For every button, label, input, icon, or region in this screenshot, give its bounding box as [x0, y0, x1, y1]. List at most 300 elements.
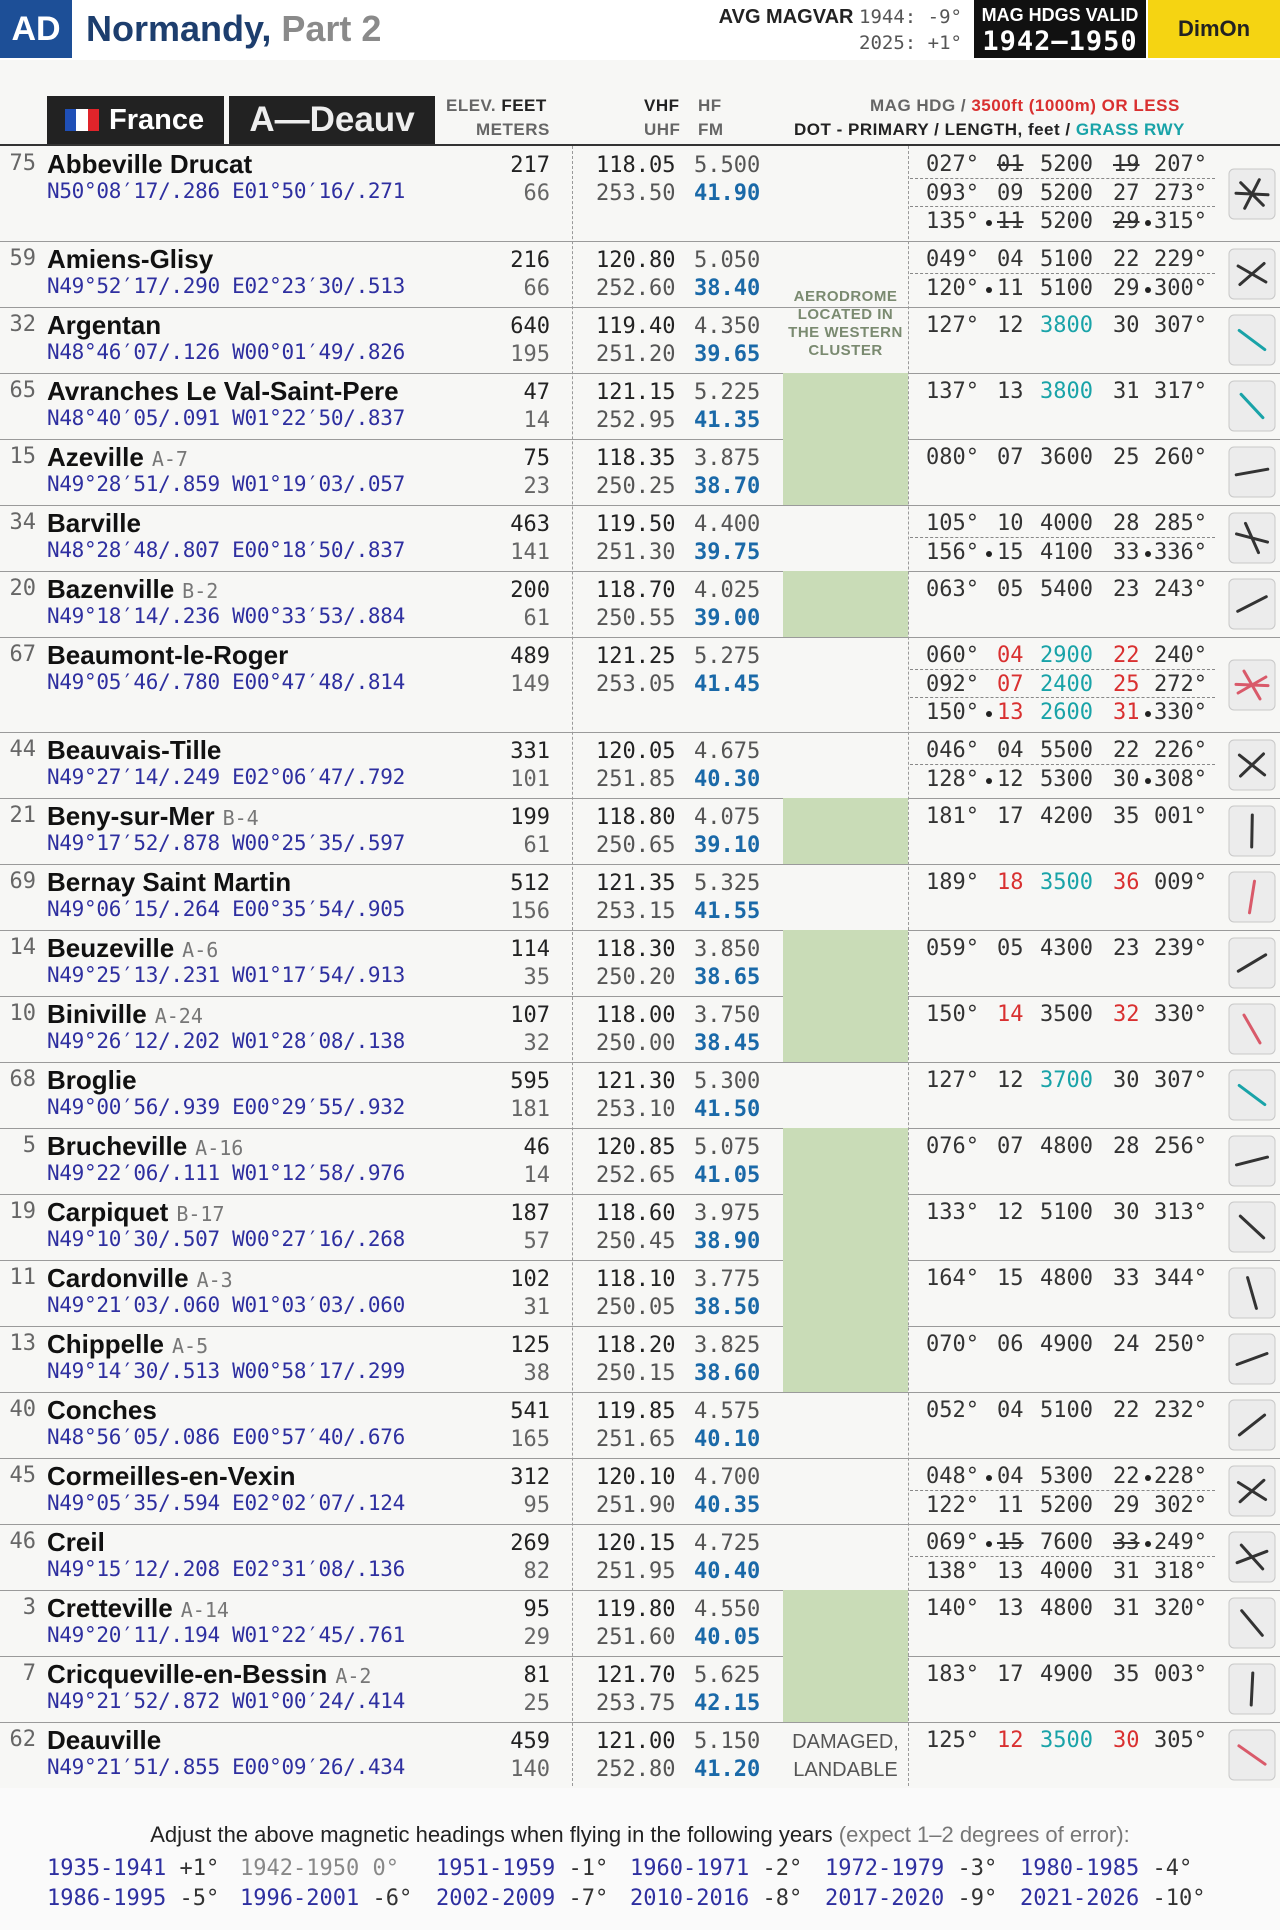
year-offset-entry — [240, 1856, 399, 1881]
runway-designator: 11 — [997, 276, 1024, 301]
runway-heading-reciprocal: 228° — [1154, 1464, 1207, 1489]
elevation-feet: 95 — [523, 1597, 550, 1622]
runway-heading-reciprocal: 317° — [1154, 379, 1207, 404]
cluster-note-line: CLUSTER — [808, 342, 883, 359]
vhf-freq: 121.70 — [596, 1663, 676, 1688]
airfield-row[interactable] — [0, 1458, 1280, 1525]
hf-freq: 3.875 — [694, 446, 761, 471]
runway-heading-reciprocal: 229° — [1154, 247, 1207, 272]
year-offset-entry — [825, 1856, 997, 1881]
airfield-name-text: Deauville — [47, 1725, 162, 1755]
runway-heading-reciprocal: 285° — [1154, 511, 1207, 536]
airfield-coordinates: N49°21′51/.855 E00°09′26/.434 — [47, 1755, 405, 1779]
runway-designator-reciprocal: 33 — [1113, 1266, 1140, 1291]
airfield-row[interactable] — [0, 571, 1280, 638]
primary-dot-icon — [986, 1475, 992, 1481]
brucheville-runway-icon — [1228, 1135, 1276, 1187]
runway-designator: 04 — [997, 1398, 1024, 1423]
vhf-freq: 120.80 — [596, 248, 676, 273]
year-range: 1942-1950 — [240, 1856, 373, 1881]
runway-length: 5500 — [1040, 738, 1093, 763]
airfield-coordinates: N49°25′13/.231 W01°17′54/.913 — [47, 963, 405, 987]
primary-dot-icon — [1145, 220, 1151, 226]
elevation-feet: 107 — [510, 1003, 550, 1028]
airfield-coordinates: N49°21′52/.872 W01°00′24/.414 — [47, 1689, 405, 1713]
runway-line — [910, 802, 1215, 830]
airfield-number: 20 — [9, 576, 36, 601]
runway-designator-reciprocal: 32 — [1113, 1002, 1140, 1027]
airfield-name — [47, 1197, 225, 1228]
runway-line — [910, 150, 1215, 178]
tab-country[interactable] — [47, 96, 224, 144]
runway-designator: 05 — [997, 936, 1024, 961]
uhf-freq: 250.00 — [596, 1031, 676, 1056]
runway-designator-reciprocal: 25 — [1113, 672, 1140, 697]
runway-heading: 181° — [926, 804, 979, 829]
fm-freq: 38.70 — [694, 474, 761, 499]
fm-freq: 39.10 — [694, 833, 761, 858]
airfield-name-text: Beny-sur-Mer — [47, 801, 215, 831]
header-uhf: UHF — [644, 120, 681, 139]
beny-runway-icon — [1228, 805, 1276, 857]
cluster-shading — [783, 1326, 908, 1392]
airfield-name-text: Beauvais-Tille — [47, 735, 222, 765]
status-note-line: DAMAGED, — [792, 1731, 899, 1753]
airfield-name — [47, 867, 291, 898]
vhf-freq: 118.60 — [596, 1201, 676, 1226]
airfield-row[interactable] — [0, 798, 1280, 865]
runway-designator: 17 — [997, 1662, 1024, 1687]
creil-runway-icon — [1228, 1531, 1276, 1583]
runway-heading-reciprocal: 300° — [1154, 276, 1207, 301]
elevation-meters: 14 — [523, 1163, 550, 1188]
runway-designator-reciprocal: 31 — [1113, 1596, 1140, 1621]
header-dot-primary: DOT - PRIMARY / LENGTH, feet / — [794, 120, 1071, 139]
airfield-row[interactable] — [0, 930, 1280, 997]
runway-designator-reciprocal: 19 — [1113, 152, 1140, 177]
airfield-number: 46 — [9, 1529, 36, 1554]
runway-line — [910, 1396, 1215, 1424]
runway-designator-reciprocal: 35 — [1113, 804, 1140, 829]
vhf-freq: 118.00 — [596, 1003, 676, 1028]
airfield-number: 34 — [9, 510, 36, 535]
airfield-row[interactable] — [0, 1392, 1280, 1459]
primary-dot-icon — [1145, 551, 1151, 557]
airfield-coordinates: N48°56′05/.086 E00°57′40/.676 — [47, 1425, 405, 1449]
airfield-number: 67 — [9, 642, 36, 667]
runway-length: 5100 — [1040, 1200, 1093, 1225]
airfield-name — [47, 508, 141, 539]
airfield-name — [47, 801, 259, 832]
elevation-meters: 31 — [523, 1295, 550, 1320]
runway-designator-reciprocal: 23 — [1113, 577, 1140, 602]
runway-heading: 027° — [926, 152, 979, 177]
runway-heading-reciprocal: 308° — [1154, 767, 1207, 792]
runway-heading-reciprocal: 305° — [1154, 1728, 1207, 1753]
runway-length: 5200 — [1040, 181, 1093, 206]
year-offset-value: -5° — [179, 1886, 220, 1911]
cluster-shading — [783, 930, 908, 996]
runway-heading: 049° — [926, 247, 979, 272]
runway-designator: 15 — [997, 1530, 1024, 1555]
airfield-row[interactable] — [0, 307, 1280, 374]
runway-heading: 135° — [926, 209, 979, 234]
elevation-meters: 38 — [523, 1361, 550, 1386]
runway-designator-reciprocal: 36 — [1113, 870, 1140, 895]
runway-designator-reciprocal: 23 — [1113, 936, 1140, 961]
uhf-freq: 251.20 — [596, 342, 676, 367]
vhf-freq: 118.30 — [596, 937, 676, 962]
runway-length: 4100 — [1040, 540, 1093, 565]
year-offset-entry — [630, 1856, 802, 1881]
runway-heading: 183° — [926, 1662, 979, 1687]
airfield-name-text: Carpiquet — [47, 1197, 169, 1227]
vhf-freq: 118.80 — [596, 805, 676, 830]
airfield-row[interactable] — [0, 1128, 1280, 1195]
elevation-meters: 32 — [523, 1031, 550, 1056]
uhf-freq: 250.15 — [596, 1361, 676, 1386]
header-elev — [446, 96, 547, 116]
uhf-freq: 253.75 — [596, 1691, 676, 1716]
elevation-feet: 489 — [510, 644, 550, 669]
elevation-feet: 199 — [510, 805, 550, 830]
runway-length: 4800 — [1040, 1266, 1093, 1291]
runway-line — [910, 1330, 1215, 1358]
uhf-freq: 251.85 — [596, 767, 676, 792]
airfield-row[interactable] — [0, 1326, 1280, 1393]
runway-line — [910, 1198, 1215, 1226]
airfield-row[interactable] — [0, 146, 1280, 242]
runway-heading-reciprocal: 250° — [1154, 1332, 1207, 1357]
airfield-coordinates: N49°05′35/.594 E02°02′07/.124 — [47, 1491, 405, 1515]
argentan-runway-icon — [1228, 314, 1276, 366]
airfield-row[interactable] — [0, 1524, 1280, 1591]
tab-alpha-range[interactable]: A—Deauv — [229, 96, 435, 144]
hf-freq: 5.050 — [694, 248, 761, 273]
cluster-note-line: LOCATED IN — [797, 306, 894, 323]
airfield-name-text: Chippelle — [47, 1329, 165, 1359]
runway-length: 3500 — [1040, 870, 1093, 895]
airfield-coordinates: N48°28′48/.807 E00°18′50/.837 — [47, 538, 405, 562]
airfield-row[interactable] — [0, 1260, 1280, 1327]
runway-heading-reciprocal: 315° — [1154, 209, 1207, 234]
vhf-freq: 120.05 — [596, 739, 676, 764]
column-divider — [572, 146, 573, 1786]
runway-heading-reciprocal: 249° — [1154, 1530, 1207, 1555]
airfield-row[interactable] — [0, 1656, 1280, 1723]
vhf-freq: 118.70 — [596, 578, 676, 603]
vhf-freq: 120.15 — [596, 1531, 676, 1556]
elevation-meters: 25 — [523, 1691, 550, 1716]
runway-line — [910, 934, 1215, 962]
dim-toggle-button[interactable]: DimOn — [1148, 0, 1280, 58]
airfield-code: A-16 — [195, 1136, 244, 1160]
runway-line — [910, 1556, 1215, 1585]
vhf-freq: 121.00 — [596, 1729, 676, 1754]
airfield-coordinates: N49°27′14/.249 E02°06′47/.792 — [47, 765, 405, 789]
airfield-number: 3 — [22, 1595, 36, 1620]
elevation-meters: 181 — [510, 1097, 550, 1122]
runway-line — [910, 273, 1215, 302]
elevation-feet: 331 — [510, 739, 550, 764]
elevation-feet: 640 — [510, 314, 550, 339]
elevation-meters: 61 — [523, 606, 550, 631]
vhf-freq: 119.40 — [596, 314, 676, 339]
uhf-freq: 252.80 — [596, 1757, 676, 1782]
airfield-code: A-2 — [335, 1664, 372, 1688]
airfield-coordinates: N49°21′03/.060 W01°03′03/.060 — [47, 1293, 405, 1317]
airfield-name — [47, 149, 252, 180]
uhf-freq: 253.10 — [596, 1097, 676, 1122]
year-offset-entry — [436, 1856, 608, 1881]
runway-designator-reciprocal: 29 — [1113, 276, 1140, 301]
fm-freq: 38.50 — [694, 1295, 761, 1320]
cardonville-runway-icon — [1228, 1267, 1276, 1319]
runway-designator: 06 — [997, 1332, 1024, 1357]
runway-heading: 133° — [926, 1200, 979, 1225]
elevation-meters: 149 — [510, 672, 550, 697]
fm-freq: 40.35 — [694, 1493, 761, 1518]
runway-line — [910, 697, 1215, 726]
cluster-shading — [783, 996, 908, 1062]
airfield-name-text: Beaumont-le-Roger — [47, 640, 289, 670]
runway-heading-reciprocal: 318° — [1154, 1559, 1207, 1584]
runway-designator-reciprocal: 33 — [1113, 540, 1140, 565]
western-cluster-note — [783, 288, 908, 360]
airfield-coordinates: N49°10′30/.507 W00°27′16/.268 — [47, 1227, 405, 1251]
runway-line — [910, 1594, 1215, 1622]
carpiquet-runway-icon — [1228, 1201, 1276, 1253]
runway-heading: 080° — [926, 445, 979, 470]
airfield-name — [47, 1593, 229, 1624]
airfield-row[interactable] — [0, 1722, 1280, 1789]
airfield-name-text: Bazenville — [47, 574, 175, 604]
airfield-row[interactable] — [0, 864, 1280, 931]
vhf-freq: 119.85 — [596, 1399, 676, 1424]
hf-freq: 3.850 — [694, 937, 761, 962]
runway-length: 5200 — [1040, 1493, 1093, 1518]
year-range: 1996-2001 — [240, 1886, 373, 1911]
year-offset-value: -2° — [762, 1856, 803, 1881]
airfield-name-text: Broglie — [47, 1065, 137, 1095]
airfield-name — [47, 1329, 208, 1360]
uhf-freq: 250.25 — [596, 474, 676, 499]
airfield-name-text: Cormeilles-en-Vexin — [47, 1461, 296, 1491]
airfield-coordinates: N48°46′07/.126 W00°01′49/.826 — [47, 340, 405, 364]
primary-dot-icon — [1145, 287, 1151, 293]
runway-designator-reciprocal: 31 — [1113, 379, 1140, 404]
runway-heading-reciprocal: 302° — [1154, 1493, 1207, 1518]
header-fm: FM — [698, 120, 724, 139]
uhf-freq: 251.90 — [596, 1493, 676, 1518]
elevation-feet: 125 — [510, 1333, 550, 1358]
year-offset-entry — [240, 1886, 412, 1911]
elevation-feet: 114 — [510, 937, 550, 962]
runway-designator: 01 — [997, 152, 1024, 177]
primary-dot-icon — [1145, 1475, 1151, 1481]
runway-line — [910, 245, 1215, 273]
runway-designator-reciprocal: 22 — [1113, 247, 1140, 272]
airfield-row[interactable] — [0, 439, 1280, 506]
runway-heading: 150° — [926, 1002, 979, 1027]
runway-heading-reciprocal: 232° — [1154, 1398, 1207, 1423]
airfield-number: 19 — [9, 1199, 36, 1224]
year-offset-entry — [47, 1856, 219, 1881]
hf-freq: 5.500 — [694, 153, 761, 178]
airfield-code: A-14 — [180, 1598, 229, 1622]
runway-line — [910, 1264, 1215, 1292]
cluster-shading — [783, 1128, 908, 1194]
fm-freq: 38.45 — [694, 1031, 761, 1056]
year-offset-value: -7° — [568, 1886, 609, 1911]
year-offset-entry — [825, 1886, 997, 1911]
airfield-number: 45 — [9, 1463, 36, 1488]
column-divider — [908, 146, 909, 1786]
runway-length: 5100 — [1040, 1398, 1093, 1423]
fm-freq: 38.40 — [694, 276, 761, 301]
airfield-row[interactable] — [0, 1062, 1280, 1129]
avranches-runway-icon — [1228, 380, 1276, 432]
runway-designator: 13 — [997, 379, 1024, 404]
runway-heading-reciprocal: 336° — [1154, 540, 1207, 565]
fm-freq: 41.55 — [694, 899, 761, 924]
runway-length: 4200 — [1040, 804, 1093, 829]
airfield-row[interactable] — [0, 373, 1280, 440]
year-offset-value: -4° — [1152, 1856, 1193, 1881]
hf-freq: 4.675 — [694, 739, 761, 764]
runway-heading: 069° — [926, 1530, 979, 1555]
cluster-shading — [783, 571, 908, 637]
airfield-code: A-6 — [182, 938, 219, 962]
elevation-feet: 312 — [510, 1465, 550, 1490]
year-offset-value: -8° — [762, 1886, 803, 1911]
airfield-name-text: Cretteville — [47, 1593, 173, 1623]
elevation-meters: 140 — [510, 1757, 550, 1782]
airfield-name — [47, 933, 218, 964]
header-meters: METERS — [476, 120, 550, 139]
runway-heading-reciprocal: 320° — [1154, 1596, 1207, 1621]
hf-freq: 3.750 — [694, 1003, 761, 1028]
elevation-feet: 187 — [510, 1201, 550, 1226]
runway-length: 2400 — [1040, 672, 1093, 697]
runway-heading: 052° — [926, 1398, 979, 1423]
airfield-name — [47, 1263, 233, 1294]
runway-designator-reciprocal: 35 — [1113, 1662, 1140, 1687]
runway-heading: 127° — [926, 313, 979, 338]
hf-freq: 4.725 — [694, 1531, 761, 1556]
runway-designator: 13 — [997, 1559, 1024, 1584]
airfield-code: A-24 — [154, 1004, 203, 1028]
airfield-row[interactable] — [0, 637, 1280, 733]
vhf-freq: 120.10 — [596, 1465, 676, 1490]
hf-freq: 4.350 — [694, 314, 761, 339]
airfield-code: A-5 — [172, 1334, 209, 1358]
airfield-number: 69 — [9, 869, 36, 894]
runway-heading: 164° — [926, 1266, 979, 1291]
airfield-coordinates: N49°00′56/.939 E00°29′55/.932 — [47, 1095, 405, 1119]
elevation-meters: 23 — [523, 474, 550, 499]
cluster-shading — [783, 439, 908, 505]
elevation-meters: 29 — [523, 1625, 550, 1650]
primary-dot-icon — [986, 220, 992, 226]
airfield-row[interactable] — [0, 505, 1280, 572]
runway-heading-reciprocal: 003° — [1154, 1662, 1207, 1687]
airfield-name — [47, 1725, 161, 1756]
airfield-name-text: Biniville — [47, 999, 147, 1029]
vhf-freq: 121.30 — [596, 1069, 676, 1094]
year-offset-value: -9° — [957, 1886, 998, 1911]
airfield-number: 75 — [9, 151, 36, 176]
runway-line — [910, 1726, 1215, 1754]
mag-hdgs-valid-badge — [974, 0, 1146, 58]
uhf-freq: 252.95 — [596, 408, 676, 433]
runway-designator-reciprocal: 31 — [1113, 700, 1140, 725]
runway-line — [910, 443, 1215, 471]
hf-freq: 4.575 — [694, 1399, 761, 1424]
runway-length: 4800 — [1040, 1134, 1093, 1159]
runway-designator-reciprocal: 24 — [1113, 1332, 1140, 1357]
airfield-row[interactable] — [0, 996, 1280, 1063]
table-header — [0, 96, 1280, 146]
airfield-row[interactable] — [0, 732, 1280, 799]
airfield-row[interactable] — [0, 1194, 1280, 1261]
elevation-feet: 102 — [510, 1267, 550, 1292]
runway-length: 5300 — [1040, 767, 1093, 792]
runway-line — [910, 575, 1215, 603]
runway-designator: 14 — [997, 1002, 1024, 1027]
airfield-coordinates: N49°26′12/.202 W01°28′08/.138 — [47, 1029, 405, 1053]
runway-line — [910, 509, 1215, 537]
airfield-coordinates: N48°40′05/.091 W01°22′50/.837 — [47, 406, 405, 430]
runway-heading: 059° — [926, 936, 979, 961]
hf-freq: 5.300 — [694, 1069, 761, 1094]
runway-length: 5200 — [1040, 209, 1093, 234]
runway-designator: 04 — [997, 643, 1024, 668]
airfield-name — [47, 244, 213, 275]
page-title — [86, 8, 381, 50]
airfield-code: A-7 — [151, 447, 188, 471]
uhf-freq: 250.65 — [596, 833, 676, 858]
magvar-1944-year: 1944: — [859, 6, 917, 28]
runway-designator: 04 — [997, 738, 1024, 763]
runway-heading: 138° — [926, 1559, 979, 1584]
runway-line — [910, 537, 1215, 566]
year-offset-value: -3° — [957, 1856, 998, 1881]
bazenville-runway-icon — [1228, 578, 1276, 630]
runway-length: 3500 — [1040, 1728, 1093, 1753]
runway-heading: 063° — [926, 577, 979, 602]
airfield-coordinates: N49°22′06/.111 W01°12′58/.976 — [47, 1161, 405, 1185]
runway-line — [910, 669, 1215, 698]
elevation-feet: 81 — [523, 1663, 550, 1688]
hf-freq: 3.825 — [694, 1333, 761, 1358]
header-short-rwy: 3500ft (1000m) OR LESS — [971, 96, 1180, 115]
airfield-number: 10 — [9, 1001, 36, 1026]
elevation-meters: 66 — [523, 276, 550, 301]
airfield-row[interactable] — [0, 241, 1280, 308]
runway-designator: 13 — [997, 700, 1024, 725]
year-offset-value: 0° — [372, 1856, 399, 1881]
cretteville-runway-icon — [1228, 1597, 1276, 1649]
elevation-meters: 156 — [510, 899, 550, 924]
runway-line — [910, 764, 1215, 793]
airfield-row[interactable] — [0, 1590, 1280, 1657]
airfield-coordinates: N49°05′46/.780 E00°47′48/.814 — [47, 670, 405, 694]
runway-line — [910, 377, 1215, 405]
runway-heading-reciprocal: 240° — [1154, 643, 1207, 668]
airfield-name — [47, 1659, 371, 1690]
vhf-freq: 119.80 — [596, 1597, 676, 1622]
